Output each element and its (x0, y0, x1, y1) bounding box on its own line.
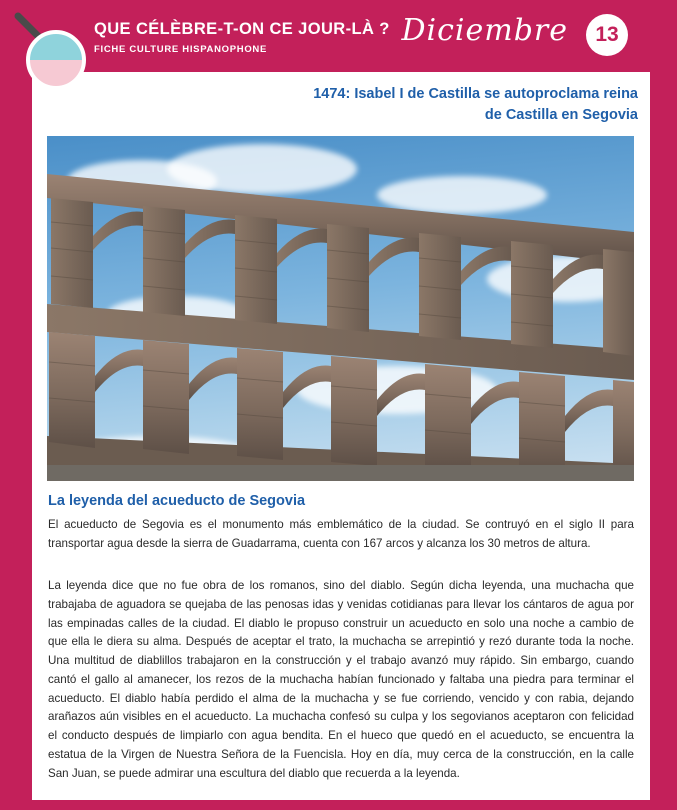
page-title: QUE CÉLÈBRE-T-ON CE JOUR-LÀ ? (94, 20, 390, 38)
article-title: La leyenda del acueducto de Segovia (48, 493, 306, 509)
article-paragraph-1: El acueducto de Segovia es el monumento más emblemático de la ciudad. Se contruyó en el siglo II para transportar agua desde la sierra de Guadarrama, cuenta con 167 arcos y alcanza los 30 metros de altura. (48, 518, 634, 550)
day-badge: 13 (586, 14, 628, 56)
right-border-bar (650, 0, 677, 810)
page-header (32, 0, 650, 72)
ground-strip (47, 465, 634, 481)
magnifying-glass-icon (10, 8, 92, 94)
page-subtitle: FICHE CULTURE HISPANOPHONE (94, 44, 268, 55)
aqueduct-photo (47, 136, 634, 481)
left-border-bar (0, 0, 32, 810)
bottom-border-bar (0, 800, 677, 810)
aqueduct-structure (47, 136, 634, 481)
month-label: Diciembre (401, 13, 568, 48)
article-paragraph-2: La leyenda dice que no fue obra de los romanos, sino del diablo. Según dicha leyenda, una muchacha que trabajaba de aguadora se quejaba de las penosas idas y venidas cotidianas para llevar los cántaros de agua por las empinadas calles de la ciudad. El diablo le propuso construir un acueducto en solo una noche a cambio de que ella le diera su alma. Después de aceptar el trato, la muchacha se arrepintió y rezó durante toda la noche. Una multitud de diablillos trabajaron en la construcción y el trabajo avanzó muy rápido. Sin embargo, cuando cantó el gallo al amanecer, los rezos de la muchacha habían funcionado y faltaba una piedra para terminar el acueducto. El diablo había perdido el alma de la muchacha y se fue corriendo, vencido y con rabia, dejando arañazos aún visibles en el acueducto. La muchacha confesó su culpa y los segovianos aceptaron con felicidad el conducto después de limpiarlo con agua bendita. En el hueco que quedó en el acueducto, se encuentra la estatua de la Virgen de Nuestra Señora de la Fuencisla. Hoy en día, muy cerca de la construcción, en la calle San Juan, se puede admirar una escultura del diablo que recuerda a la leyenda. (48, 579, 634, 780)
event-headline: 1474: Isabel I de Castilla se autoproclama reina de Castilla en Segovia (313, 86, 638, 124)
